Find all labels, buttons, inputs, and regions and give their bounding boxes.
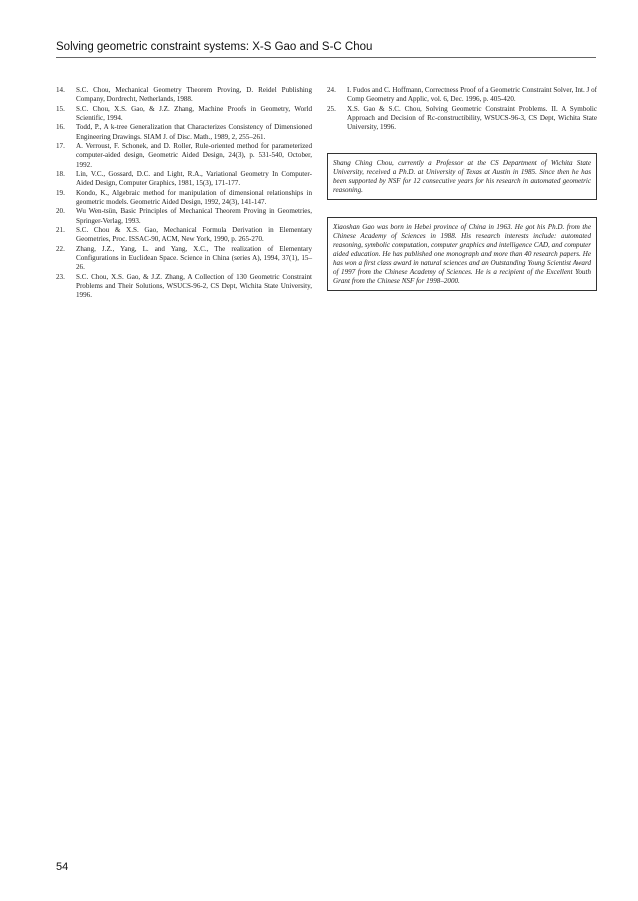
running-header bbox=[56, 41, 596, 58]
reference-list-left bbox=[56, 86, 312, 301]
reference-item bbox=[56, 170, 312, 188]
reference-text: Wu Wen-tsün, Basic Principles of Mechanical Theorem Proving in Geometries, Springer-Verlag, 1993. bbox=[76, 207, 312, 225]
reference-number: 18. bbox=[56, 170, 65, 179]
reference-text: Lin, V.C., Gossard, D.C. and Light, R.A., Variational Geometry In Computer-Aided Design, Computer Graphics, 1981, 15(3), 171-177. bbox=[76, 170, 312, 188]
reference-number: 21. bbox=[56, 226, 65, 235]
reference-text: Todd, P., A k-tree Generalization that Characterizes Consistency of Dimensioned Engineering Drawings. SIAM J. of Disc. Math., 1989, 2, 255–261. bbox=[76, 123, 312, 141]
reference-number: 20. bbox=[56, 207, 65, 216]
reference-number: 14. bbox=[56, 86, 65, 94]
reference-item bbox=[56, 142, 312, 170]
reference-number: 19. bbox=[56, 188, 65, 197]
reference-item bbox=[56, 123, 312, 141]
reference-number: 15. bbox=[56, 104, 65, 113]
reference-item bbox=[56, 245, 312, 273]
reference-number: 25. bbox=[327, 104, 336, 113]
reference-text: X.S. Gao & S.C. Chou, Solving Geometric Constraint Problems. II. A Symbolic Approach and Decision of Rc-constructibility, WSUCS-96-3, CS Dept, Wichita State University, 1996. bbox=[347, 104, 597, 132]
reference-number: 22. bbox=[56, 244, 65, 253]
reference-item bbox=[56, 226, 312, 244]
reference-text: S.C. Chou, Mechanical Geometry Theorem Proving, D. Reidel Publishing Company, Dordrecht, Netherlands, 1988. bbox=[76, 86, 312, 104]
reference-text: Zhang, J.Z., Yang, L. and Yang, X.C., The realization of Elementary Configurations in Euclidean Space. Science in China (series A), 1994, 37(1), 15–26. bbox=[76, 244, 312, 272]
author-bio-gao bbox=[327, 217, 597, 291]
reference-text: Kondo, K., Algebraic method for manipulation of dimensional relationships in geometric models. Geometric Aided Design, 1992, 24(3), 141-147. bbox=[76, 188, 312, 206]
reference-number: 17. bbox=[56, 142, 65, 151]
reference-item bbox=[56, 207, 312, 225]
reference-list-right bbox=[327, 86, 597, 291]
author-bio-chou bbox=[327, 153, 597, 200]
reference-number: 23. bbox=[56, 272, 65, 281]
reference-text: I. Fudos and C. Hoffmann, Correctness Proof of a Geometric Constraint Solver, Int. J of Comp Geometry and Applic, vol. 6, Dec. 1996, p. 405-420. bbox=[347, 86, 597, 104]
reference-text: A. Verroust, F. Schonek, and D. Roller, Rule-oriented method for parameterized computer-aided design, Geometric Aided Design, 24(3), p. 531-540, October, 1992. bbox=[76, 142, 312, 169]
reference-text: S.C. Chou, X.S. Gao, & J.Z. Zhang, A Collection of 130 Geometric Constraint Problems and Their Solutions, WSUCS-96-2, CS Dept, Wichita State University, 1996. bbox=[76, 272, 312, 300]
reference-text: S.C. Chou, X.S. Gao, & J.Z. Zhang, Machine Proofs in Geometry, World Scientific, 1994. bbox=[76, 104, 312, 122]
reference-item bbox=[327, 86, 597, 104]
page-number: 54 bbox=[56, 861, 69, 873]
reference-number: 24. bbox=[327, 86, 336, 94]
author-bio-text: Shang Ching Chou, currently a Professor at the CS Department of Wichita State University, received a Ph.D. at University of Texas at Austin in 1985. Since then he has been supported by NSF for 12 consecutive years for his research in automated geometric reasoning. bbox=[333, 159, 591, 195]
reference-item bbox=[56, 105, 312, 123]
header-title: Solving geometric constraint systems: X-S Gao and S-C Chou bbox=[56, 41, 373, 53]
reference-item bbox=[56, 189, 312, 207]
author-bio-text: Xiaoshan Gao was born in Hebei province of China in 1963. He got his Ph.D. from the Chinese Academy of Sciences in 1988. His research interests include: automated reasoning, symbolic computation, computer graphics and intelligence CAD, and computer aided education. He has published one monograph and more than 40 research papers. He has won a first class award in natural sciences and an Outstanding Young Scientist Award of 1997 from the Chinese Academy of Sciences. He is a recipient of the Excellent Youth Grant from the Chinese NSF for 1998–2000. bbox=[333, 223, 591, 286]
reference-text: S.C. Chou & X.S. Gao, Mechanical Formula Derivation in Elementary Geometries, Proc. ISSAC-90, ACM, New York, 1990, p. 265-270. bbox=[76, 226, 312, 244]
reference-item bbox=[56, 273, 312, 301]
reference-number: 16. bbox=[56, 123, 65, 132]
reference-item bbox=[56, 86, 312, 104]
reference-item bbox=[327, 105, 597, 133]
